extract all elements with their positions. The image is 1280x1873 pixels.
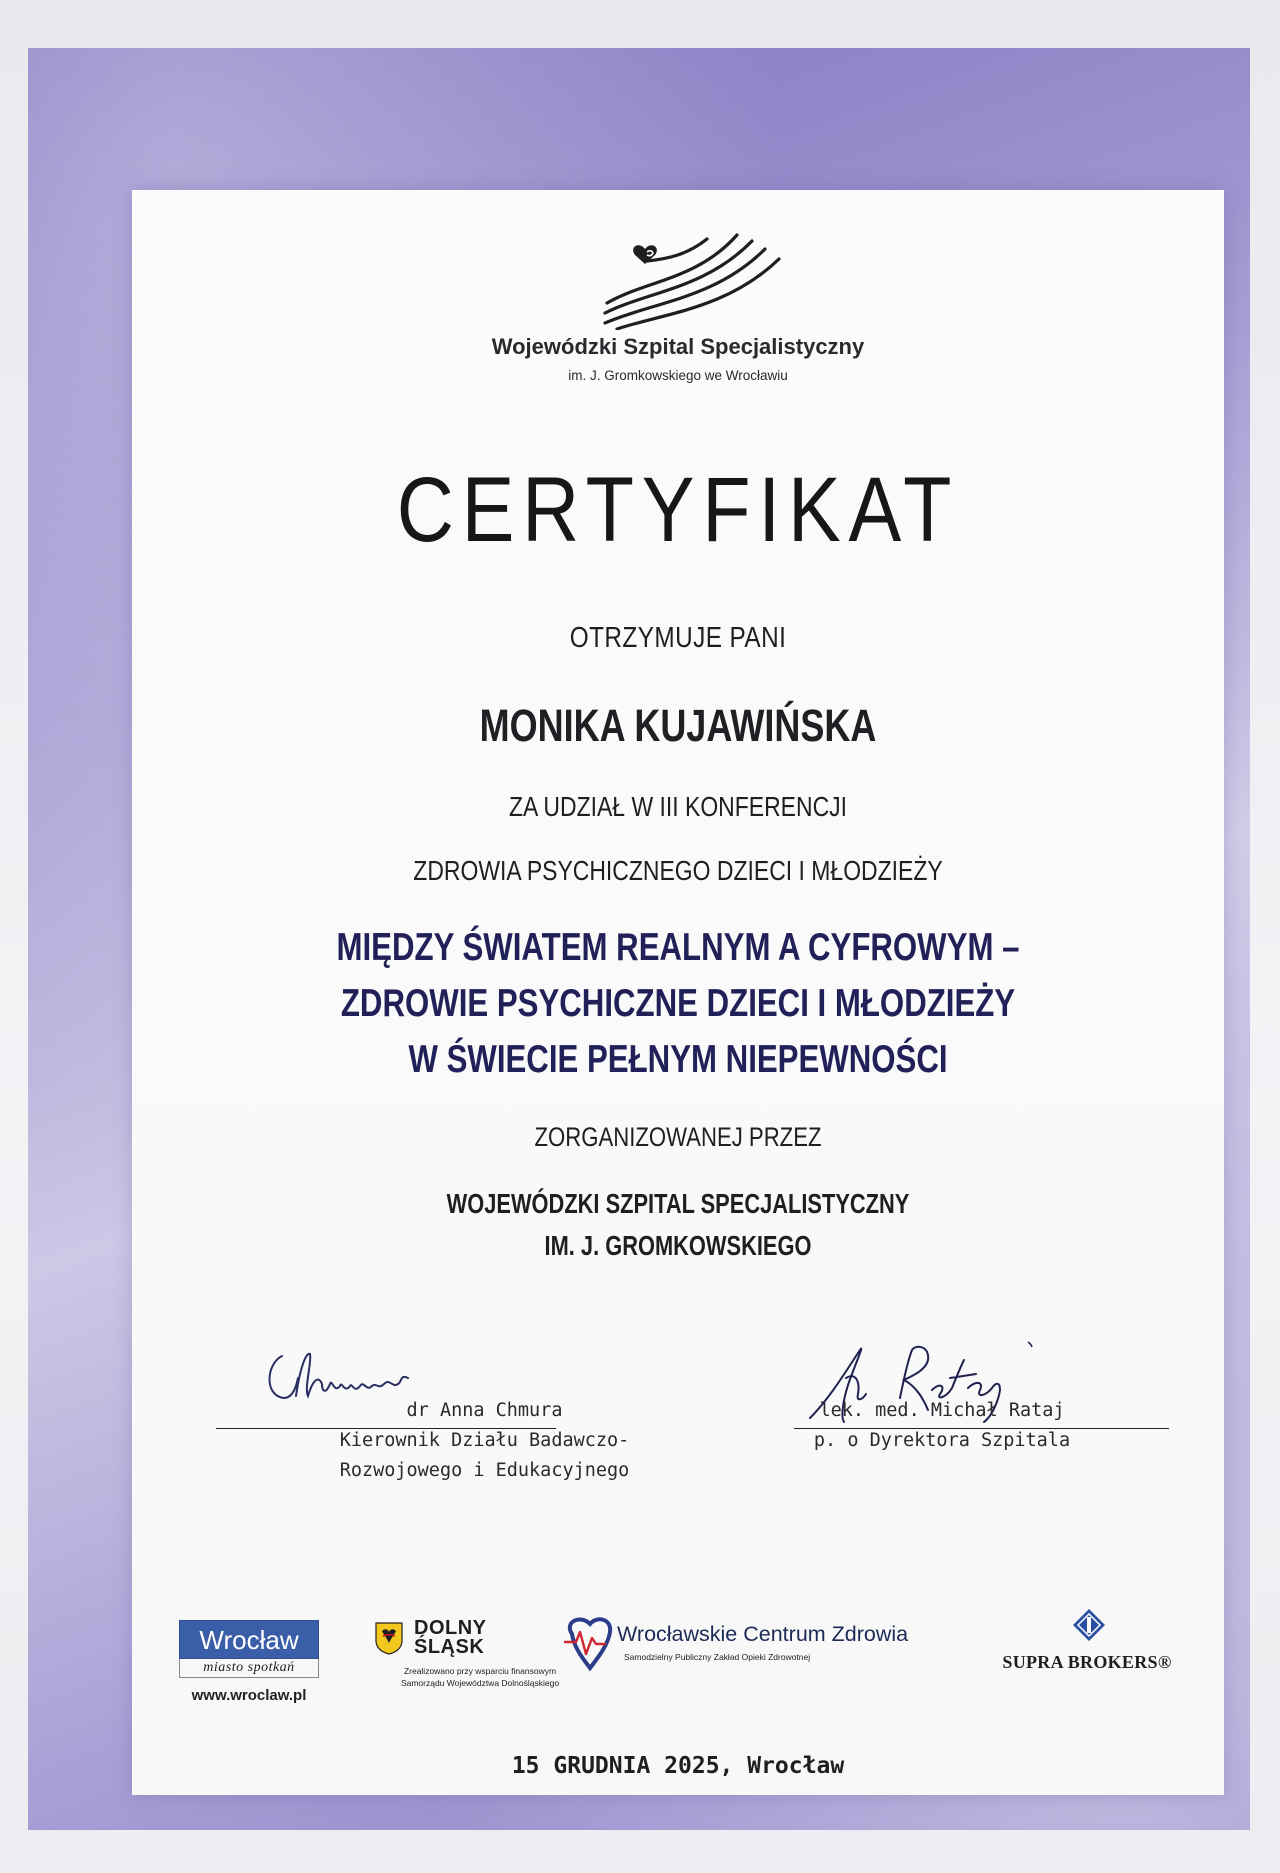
participation-line-1: ZA UDZIAŁ W III KONFERENCJI <box>508 791 848 822</box>
dolny-slask-note <box>374 1665 586 1689</box>
certificate-frame <box>28 48 1250 1830</box>
dolny-slask-name <box>414 1619 487 1657</box>
wcz-logo <box>562 1612 909 1692</box>
signatory-left-role-2: Rozwojowego i Edukacyjnego <box>339 1460 630 1481</box>
wroclaw-logo-name: Wrocław <box>179 1620 319 1659</box>
dolny-slask-note-line-2: Samorządu Województwa Dolnośląskiego <box>400 1678 560 1688</box>
dolny-slask-note-line-1: Zrealizowano przy wsparciu finansowym <box>403 1666 557 1676</box>
wcz-name: Wrocławskie Centrum Zdrowia <box>617 1622 909 1646</box>
supra-diamond-icon <box>1072 1608 1106 1642</box>
recipient-name: MONIKA KUJAWIŃSKA <box>479 700 877 751</box>
organizer-line-2: IM. J. GROMKOWSKIEGO <box>544 1230 812 1261</box>
wroclaw-logo-tagline: miasto spotkań <box>179 1659 319 1678</box>
conference-title-line-2: ZDROWIE PSYCHICZNE DZIECI I MŁODZIEŻY <box>340 982 1016 1025</box>
signatory-right-name: lek. med. Michał Rataj <box>819 1400 1065 1421</box>
receives-label: OTRZYMUJE PANI <box>569 622 787 654</box>
certificate-paper <box>132 190 1224 1795</box>
organized-by-label: ZORGANIZOWANEJ PRZEZ <box>534 1122 822 1152</box>
hospital-logo-icon <box>587 225 797 330</box>
signatory-left-name: dr Anna Chmura <box>406 1400 563 1421</box>
issue-date-place: 15 GRUDNIA 2025, Wrocław <box>511 1753 845 1779</box>
signatory-left <box>322 1396 647 1486</box>
signatory-left-role-1: Kierownik Działu Badawczo- <box>339 1430 630 1451</box>
supra-brokers-name: SUPRA BROKERS® <box>1002 1652 1172 1672</box>
organizer-line-1: WOJEWÓDZKI SZPITAL SPECJALISTYCZNY <box>446 1188 910 1219</box>
conference-title-line-3: W ŚWIECIE PEŁNYM NIEPEWNOŚCI <box>408 1038 948 1081</box>
dolny-slask-name-line-1: DOLNY <box>414 1617 487 1639</box>
wroclaw-logo <box>179 1620 319 1704</box>
signatory-right <box>777 1396 1107 1456</box>
wcz-subtitle: Samodzielny Publiczny Zakład Opieki Zdrowotnej <box>624 1652 811 1662</box>
certificate-title: CERTYFIKAT <box>396 459 960 561</box>
wroclaw-url: www.wroclaw.pl <box>191 1687 307 1704</box>
dolny-slask-crest-icon <box>374 1621 404 1655</box>
participation-line-2: ZDROWIA PSYCHICZNEGO DZIECI I MŁODZIEŻY <box>413 855 943 886</box>
hospital-name: Wojewódzki Szpital Specjalistyczny <box>491 334 865 359</box>
hospital-subtitle: im. J. Gromkowskiego we Wrocławiu <box>568 368 788 383</box>
dolny-slask-name-line-2: ŚLĄSK <box>414 1636 485 1658</box>
conference-title-line-1: MIĘDZY ŚWIATEM REALNYM A CYFROWYM – <box>336 926 1020 969</box>
signatory-right-role-1: p. o Dyrektora Szpitala <box>813 1430 1071 1451</box>
